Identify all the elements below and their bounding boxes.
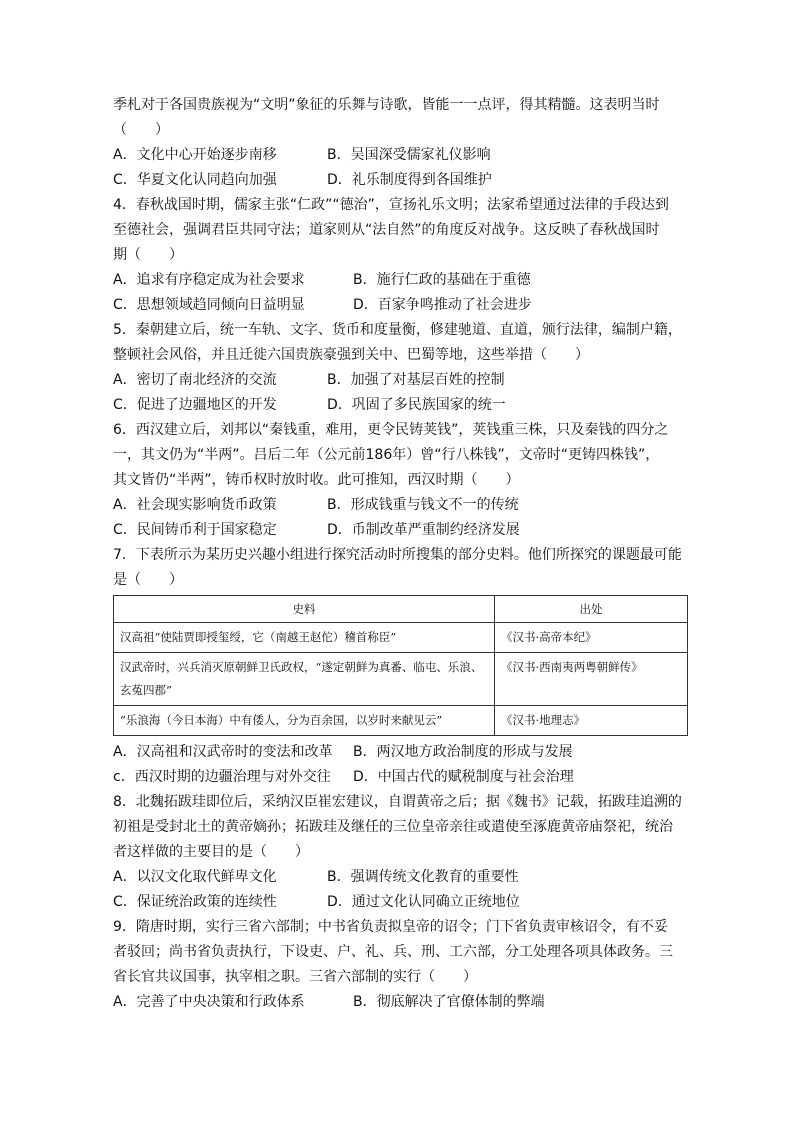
answer-option: B．施行仁政的基础在于重德 bbox=[353, 272, 531, 288]
answer-options-row bbox=[113, 765, 688, 790]
question-text-line: 整顿社会风俗，并且迁徙六国贵族豪强到关中、巴蜀等地，这些举措（ ） bbox=[113, 347, 589, 363]
question-text-line: 至德社会，强调君臣共同守法；道家则从“法自然”的角度反对战争。这反映了春秋战国时 bbox=[113, 222, 660, 238]
answer-options-row bbox=[113, 393, 688, 418]
answer-options-row bbox=[113, 168, 688, 193]
answer-option: B．形成钱重与钱文不一的传统 bbox=[327, 497, 519, 513]
question-text-line: 者驳回；尚书省负责执行，下设吏、户、礼、兵、刑、工六部，分工处理各项具体政务。三 bbox=[113, 944, 673, 960]
answer-option: A．社会现实影响货币政策 bbox=[113, 497, 277, 513]
question-text-line: 8．北魏拓跋珪即位后，采纳汉臣崔宏建议，自谓黄帝之后；据《魏书》记载，拓跋珪追溯的 bbox=[113, 794, 682, 810]
source-citation-cell: 《汉书·西南夷两粤朝鲜传》 bbox=[495, 653, 688, 706]
question-text-line: 初祖是受封北土的黄帝嫡孙；拓跋珪及继任的三位皇帝亲往或遣使至涿鹿黄帝庙祭祀，统治 bbox=[113, 819, 673, 835]
question-text-line: 其文皆仍“半两”，铸币权时放时收。此可推知，西汉时期（ ） bbox=[113, 472, 520, 488]
answer-option: B．强调传统文化教育的重要性 bbox=[327, 869, 519, 885]
question-text-line: （ ） bbox=[113, 122, 169, 138]
question-text-line: 5．秦朝建立后，统一车轨、文字、货币和度量衡，修建驰道、直道，颁行法律，编制户籍， bbox=[113, 322, 682, 338]
answer-option: C．民间铸币利于国家稳定 bbox=[113, 522, 277, 538]
question-text-line: 期（ ） bbox=[113, 247, 183, 263]
question-text-line: 9．隋唐时期，实行三省六部制；中书省负责拟皇帝的诏令；门下省负责审核诏令，有不妥 bbox=[113, 919, 668, 935]
question-text-line: 4．春秋战国时期，儒家主张“仁政”“德治”，宣扬礼乐文明；法家希望通过法律的手段达到 bbox=[113, 197, 669, 213]
answer-option: D．币制改革严重制约经济发展 bbox=[327, 522, 520, 538]
answer-option: A．密切了南北经济的交流 bbox=[113, 372, 277, 388]
answer-option: B．吴国深受儒家礼仪影响 bbox=[327, 147, 491, 163]
answer-option: A．以汉文化取代鲜卑文化 bbox=[113, 869, 277, 885]
answer-option: D．通过文化认同确立正统地位 bbox=[327, 894, 520, 910]
question-text-line: 季札对于各国贵族视为“文明”象征的乐舞与诗歌，皆能一一点评，得其精髓。这表明当时 bbox=[113, 97, 660, 113]
question-text-line: 一，其文仍为“半两”。吕后二年（公元前186年）曾“行八株钱”，文帝时“更铸四株钱”， bbox=[113, 447, 660, 463]
answer-option: A．汉高祖和汉武帝时的变法和改革 bbox=[113, 744, 333, 760]
answer-option: B．彻底解决了官僚体制的弊端 bbox=[353, 994, 545, 1010]
answer-option: D．百家争鸣推动了社会进步 bbox=[353, 297, 532, 313]
table-header-row bbox=[114, 596, 688, 623]
question-text-line: 7．下表所示为某历史兴趣小组进行探究活动时所搜集的部分史料。他们所探究的课题最可能 bbox=[113, 547, 682, 563]
source-excerpt-cell: 汉武帝时，兴兵消灭原朝鲜卫氏政权，“遂定朝鲜为真番、临屯、乐浪、玄菟四郡” bbox=[114, 653, 495, 706]
answer-options-row bbox=[113, 865, 688, 890]
answer-option: C．保证统治政策的连续性 bbox=[113, 894, 277, 910]
answer-option: A．文化中心开始逐步南移 bbox=[113, 147, 277, 163]
answer-option: A．追求有序稳定成为社会要求 bbox=[113, 272, 305, 288]
answer-option: D．礼乐制度得到各国维护 bbox=[327, 172, 492, 188]
table-row bbox=[114, 653, 688, 706]
question-text-line: 是（ ） bbox=[113, 572, 183, 588]
answer-option: B．两汉地方政治制度的形成与发展 bbox=[353, 744, 573, 760]
answer-option: C．思想领域趋同倾向日益明显 bbox=[113, 297, 305, 313]
answer-options-row bbox=[113, 143, 688, 168]
source-excerpt-cell: “乐浪海（今日本海）中有倭人，分为百余国，以岁时来献见云” bbox=[114, 706, 495, 736]
table-header-cell: 史料 bbox=[114, 596, 495, 623]
table-row bbox=[114, 623, 688, 653]
answer-options-row bbox=[113, 268, 688, 293]
answer-options-row bbox=[113, 368, 688, 393]
source-citation-cell: 《汉书·地理志》 bbox=[495, 706, 688, 736]
answer-options-row bbox=[113, 493, 688, 518]
answer-options-row bbox=[113, 740, 688, 765]
table-row bbox=[114, 706, 688, 736]
answer-option: D．巩固了多民族国家的统一 bbox=[327, 397, 506, 413]
question-text-line: 者这样做的主要目的是（ ） bbox=[113, 844, 309, 860]
answer-options-row bbox=[113, 293, 688, 318]
answer-option: C．促进了边疆地区的开发 bbox=[113, 397, 277, 413]
source-table bbox=[113, 595, 688, 736]
source-excerpt-cell: 汉高祖“使陆贾即授玺绶，它（南越王赵佗）稽首称臣” bbox=[114, 623, 495, 653]
answer-options-row bbox=[113, 990, 688, 1015]
answer-options-row bbox=[113, 890, 688, 915]
question-text-line: 6．西汉建立后，刘邦以“秦钱重，难用，更令民铸荚钱”，荚钱重三株，只及秦钱的四分之 bbox=[113, 422, 669, 438]
source-citation-cell: 《汉书·高帝本纪》 bbox=[495, 623, 688, 653]
table-header-cell: 出处 bbox=[495, 596, 688, 623]
answer-option: A．完善了中央决策和行政体系 bbox=[113, 994, 305, 1010]
question-text-line: 省长官共议国事，执宰相之职。三省六部制的实行（ ） bbox=[113, 969, 477, 985]
answer-option: B．加强了对基层百姓的控制 bbox=[327, 372, 505, 388]
answer-option: C．华夏文化认同趋向加强 bbox=[113, 172, 277, 188]
answer-options-row bbox=[113, 518, 688, 543]
answer-option: D．中国古代的赋税制度与社会治理 bbox=[353, 769, 574, 785]
answer-option: c．西汉时期的边疆治理与对外交往 bbox=[113, 769, 331, 785]
exam-page bbox=[113, 93, 688, 1015]
